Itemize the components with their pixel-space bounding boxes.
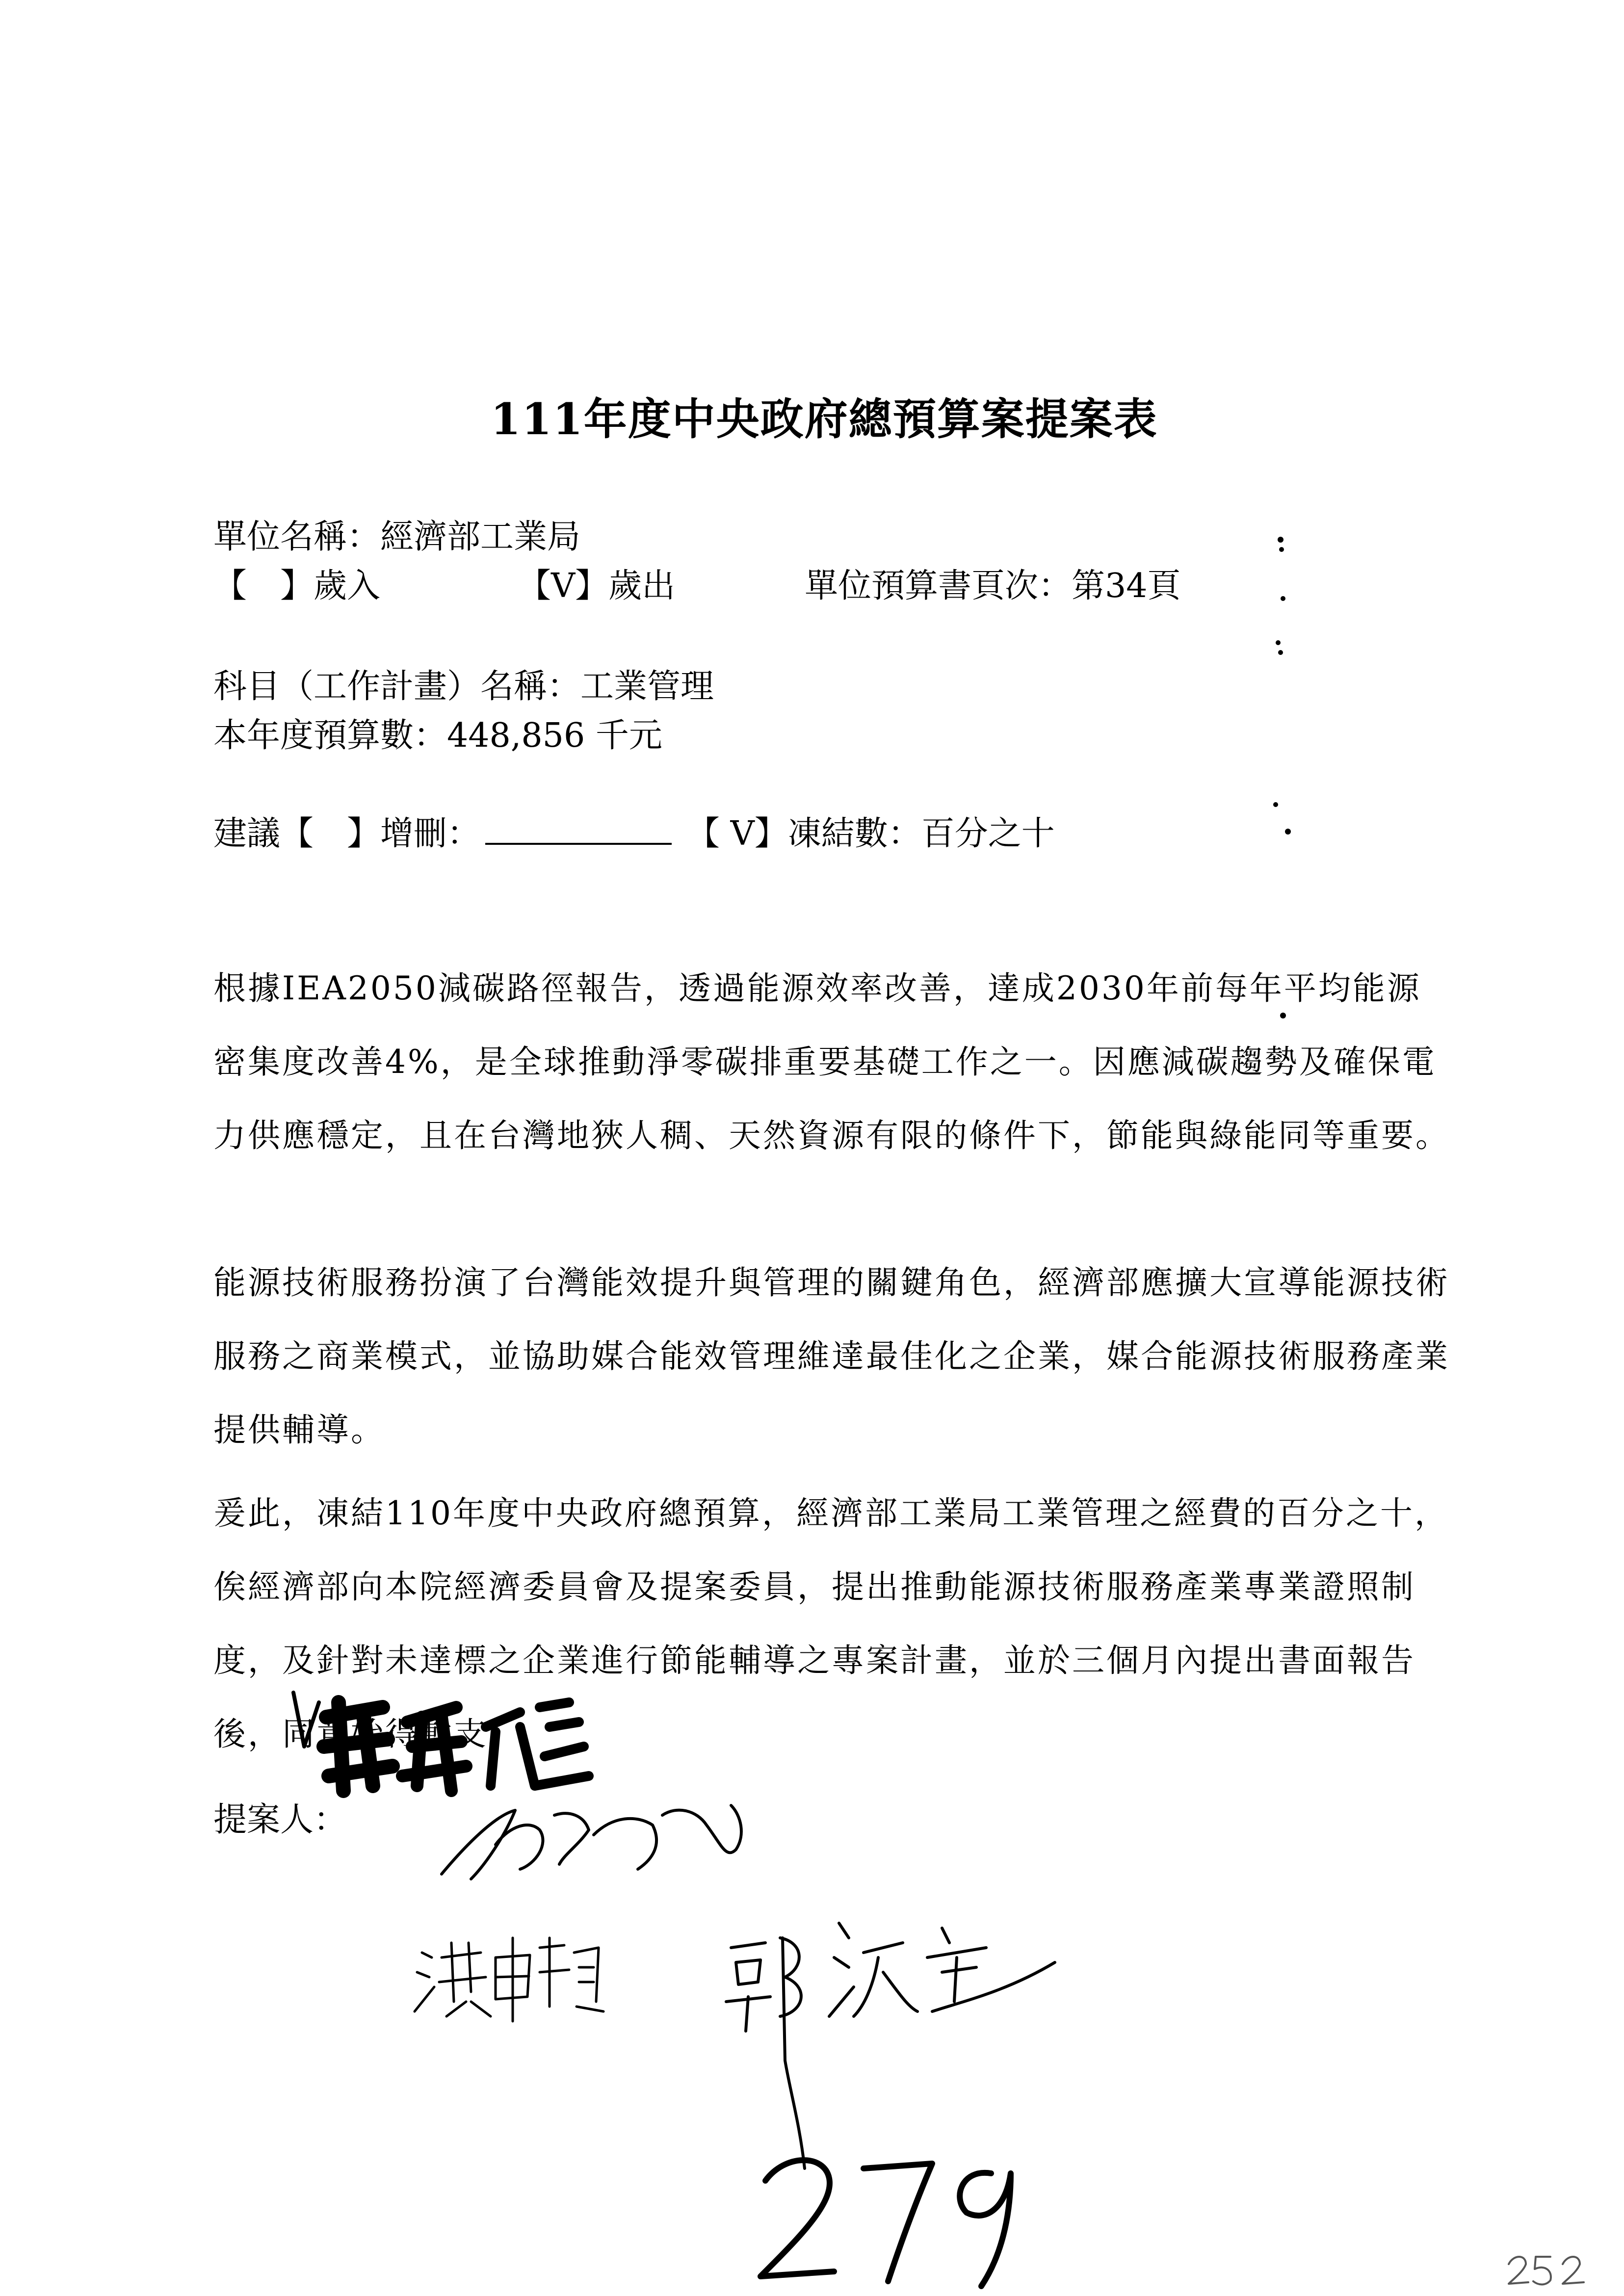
signature-hung — [415, 1938, 603, 2021]
revenue-checkbox: 【 】 — [213, 567, 314, 605]
expense-checkbox: 【V】 — [518, 567, 609, 605]
handwritten-page-252 — [1509, 2257, 1584, 2285]
unit-name: 經濟部工業局 — [380, 518, 581, 556]
cut-checkbox: 【 】 — [280, 814, 381, 853]
unit-label: 單位名稱： — [213, 518, 381, 556]
freeze-checkbox: 【 V】 — [686, 814, 788, 853]
cut-label: 增刪： — [380, 814, 481, 853]
budget-amount: 448,856 — [447, 716, 585, 755]
item-label: 科目（工作計畫）名稱： — [213, 667, 581, 706]
freeze-value: 百分之十 — [921, 814, 1055, 853]
page-title: 111年度中央政府總預算案提案表 — [491, 393, 1158, 444]
budget-unit: 千元 — [595, 716, 662, 755]
item-name: 工業管理 — [580, 667, 714, 706]
signature-kuo — [726, 1923, 1055, 2168]
budget-label: 本年度預算數： — [213, 716, 447, 755]
handwritten-279 — [760, 2160, 1011, 2286]
margin-marks — [1273, 537, 1291, 1018]
revenue-label: 歲入 — [314, 567, 381, 605]
paragraph-2: 能源技術服務扮演了台灣能效提升與管理的關鍵角色，經濟部應擴大宣導能源技術服務之商業模式，並協助媒合能效管理維達最佳化之企業，媒合能源技術服務產業提供輔導。 — [213, 1264, 1450, 1449]
signature-lai — [293, 1693, 589, 1791]
freeze-label: 凍結數： — [787, 814, 921, 853]
paragraph-3: 爰此，凍結110年度中央政府總預算，經濟部工業局工業管理之經費的百分之十，俟經濟部向本院經濟委員會及提案委員，提出推動能源技術服務產業專業證照制度，及針對未達標之企業進行節能輔導之專案計畫，並於三個月內提出書面報告後，同意始得動支。 — [213, 1494, 1449, 1753]
proposer-label: 提案人： — [213, 1800, 347, 1839]
suggestion-label: 建議 — [213, 814, 281, 853]
signature-chiu — [442, 1805, 741, 1879]
paragraph-1: 根據IEA2050減碳路徑報告，透過能源效率改善，達成2030年前每年平均能源密集度改善4%，是全球推動淨零碳排重要基礎工作之一。因應減碳趨勢及確保電力供應穩定，且在台灣地狹人稠、天然資源有限的條件下，節能與綠能同等重要。 — [213, 969, 1450, 1154]
expense-label: 歲出 — [608, 567, 676, 605]
page-reference: 單位預算書頁次：第34頁 — [805, 567, 1181, 605]
